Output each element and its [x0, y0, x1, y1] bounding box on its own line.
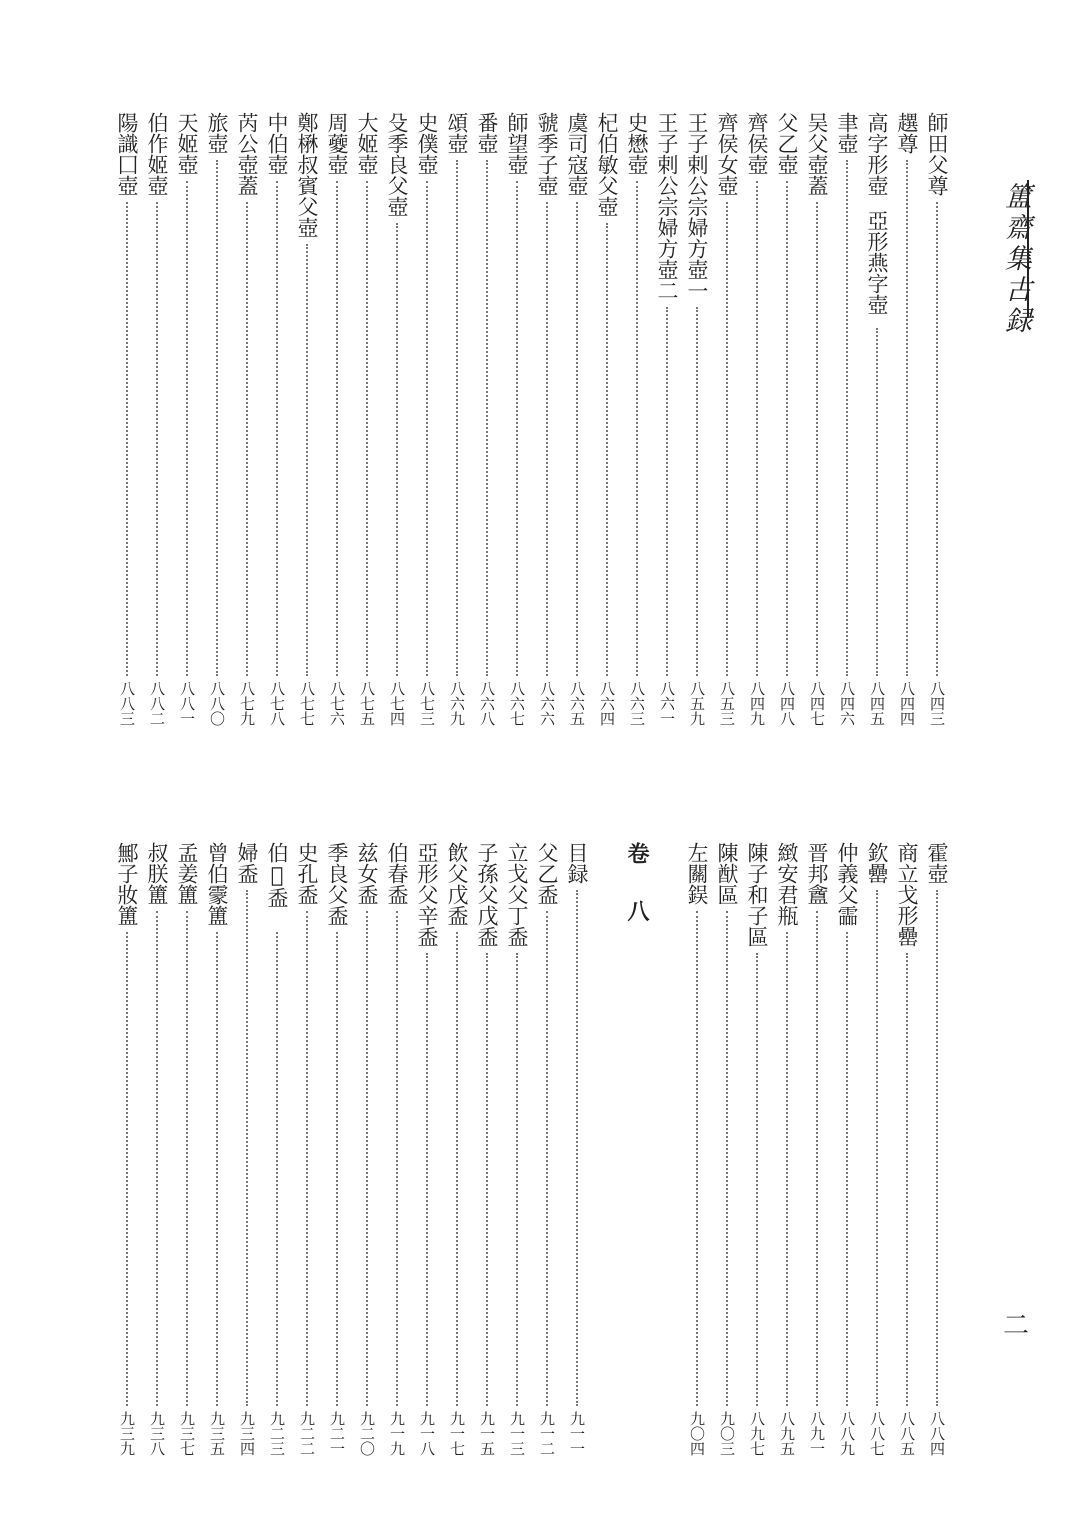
- toc-entry: [442, 112, 472, 726]
- toc-entry: [292, 842, 322, 1456]
- dot-leader: [126, 932, 128, 1406]
- entry-page-number: 八九五: [778, 1411, 796, 1456]
- entry-page-number: 九二一: [328, 1411, 346, 1456]
- toc-entry: [472, 112, 502, 726]
- toc-entry: [532, 112, 562, 726]
- toc-entry: [922, 112, 952, 726]
- toc-entry: [592, 842, 622, 1456]
- toc-entry: [322, 842, 352, 1456]
- entry-page-number: 九三九: [118, 1411, 136, 1456]
- dot-leader: [216, 160, 218, 676]
- entry-page-number: 八四七: [808, 681, 826, 726]
- dot-leader: [276, 181, 278, 676]
- entry-title: 虞司寇壺: [565, 112, 589, 196]
- toc-entry: [442, 842, 472, 1456]
- entry-title: 父乙盉: [535, 842, 559, 905]
- entry-title: 孟姜簠: [175, 842, 199, 905]
- entry-page-number: 八八二: [148, 681, 166, 726]
- toc-entry: [832, 842, 862, 1456]
- dot-leader: [156, 911, 158, 1406]
- dot-leader: [456, 932, 458, 1406]
- entry-page-number: 八七三: [418, 681, 436, 726]
- entry-title: 立戈父丁盉: [505, 842, 529, 947]
- dot-leader: [366, 181, 368, 676]
- contents-block-top: [112, 112, 952, 726]
- toc-entry: [232, 112, 262, 726]
- toc-entry: [862, 842, 892, 1456]
- entry-page-number: 九三五: [208, 1411, 226, 1456]
- toc-entry: [202, 842, 232, 1456]
- entry-page-number: 八六六: [538, 681, 556, 726]
- entry-title: 聿壺: [835, 112, 859, 154]
- dot-leader: [786, 932, 788, 1406]
- volume-heading: [622, 842, 652, 1456]
- entry-title: 陽識囗壺: [115, 112, 139, 196]
- toc-entry: [232, 842, 262, 1456]
- entry-title: 史懋壺: [625, 112, 649, 175]
- toc-entry: [382, 112, 412, 726]
- dot-leader: [336, 932, 338, 1406]
- dot-leader: [186, 181, 188, 676]
- dot-leader: [396, 223, 398, 676]
- toc-entry: [502, 842, 532, 1456]
- entry-title: 齊侯女壺: [715, 112, 739, 196]
- entry-page-number: 八六一: [658, 681, 676, 726]
- toc-entry: [502, 112, 532, 726]
- entry-page-number: 八八一: [178, 681, 196, 726]
- entry-page-number: 八六五: [568, 681, 586, 726]
- toc-entry: [322, 112, 352, 726]
- dot-leader: [396, 911, 398, 1406]
- toc-entry: [202, 112, 232, 726]
- contents-block-bottom: [112, 842, 952, 1456]
- dot-leader: [696, 307, 698, 676]
- entry-title: 殳季良父壺: [385, 112, 409, 217]
- entry-title: 旅壺: [205, 112, 229, 154]
- dot-leader: [876, 890, 878, 1406]
- dot-leader: [426, 953, 428, 1406]
- toc-entry: [592, 112, 622, 726]
- toc-entry: [562, 842, 592, 1456]
- entry-page-number: 九三四: [238, 1411, 256, 1456]
- entry-title: 杞伯敏父壺: [595, 112, 619, 217]
- entry-title: 季良父盉: [325, 842, 349, 926]
- entry-page-number: 八八五: [898, 1411, 916, 1456]
- toc-entry: [112, 112, 142, 726]
- toc-entry: [262, 112, 292, 726]
- entry-title: 商立戈形罍: [895, 842, 919, 947]
- toc-entry: [262, 842, 292, 1456]
- page-number: 二: [1003, 1311, 1030, 1341]
- entry-title: 霍壺: [925, 842, 949, 884]
- toc-entry: [652, 842, 682, 1456]
- entry-title: 頌壺: [445, 112, 469, 154]
- entry-title: 晋邦盦: [805, 842, 829, 905]
- entry-page-number: 八六三: [628, 681, 646, 726]
- dot-leader: [216, 932, 218, 1406]
- entry-title: 父乙壺: [775, 112, 799, 175]
- running-title: 簠齋集古録: [1000, 182, 1031, 337]
- entry-page-number: 八八九: [838, 1411, 856, 1456]
- entry-page-number: 八七七: [298, 681, 316, 726]
- entry-page-number: 八九七: [748, 1411, 766, 1456]
- dot-leader: [936, 202, 938, 676]
- dot-leader: [696, 911, 698, 1406]
- dot-leader: [876, 328, 878, 676]
- entry-title: 曾伯霥簠: [205, 842, 229, 926]
- entry-page-number: 八八七: [868, 1411, 886, 1456]
- entry-page-number: 八九一: [808, 1411, 826, 1456]
- dot-leader: [516, 181, 518, 676]
- dot-leader: [186, 911, 188, 1406]
- entry-title: 伯春盉: [385, 842, 409, 905]
- entry-title: 兹女盉: [355, 842, 379, 905]
- toc-entry: [892, 112, 922, 726]
- volume-heading-label: 卷 八: [624, 842, 650, 936]
- entry-page-number: 八七五: [358, 681, 376, 726]
- dot-leader: [606, 223, 608, 676]
- entry-page-number: 八六八: [478, 681, 496, 726]
- entry-page-number: 八四四: [898, 681, 916, 726]
- entry-page-number: 九〇三: [718, 1411, 736, 1456]
- entry-title: 史孔盉: [295, 842, 319, 905]
- entry-page-number: 九一八: [418, 1411, 436, 1456]
- dot-leader: [246, 890, 248, 1406]
- entry-title: 王子剌公宗婦方壺一: [685, 112, 709, 301]
- toc-entry: [832, 112, 862, 726]
- dot-leader: [246, 202, 248, 676]
- entry-title: 中伯壺: [265, 112, 289, 175]
- entry-title: 亞形父辛盉: [415, 842, 439, 947]
- entry-page-number: 八八四: [928, 1411, 946, 1456]
- dot-leader: [126, 202, 128, 676]
- toc-entry: [382, 842, 412, 1456]
- dot-leader: [576, 890, 578, 1406]
- toc-entry: [802, 112, 832, 726]
- dot-leader: [846, 932, 848, 1406]
- entry-page-number: 九一二: [538, 1411, 556, 1456]
- toc-entry: [892, 842, 922, 1456]
- entry-page-number: 八六九: [448, 681, 466, 726]
- title-rule: [1027, 180, 1029, 318]
- entry-title: 陳子和子區: [745, 842, 769, 947]
- entry-title: 王子剌公宗婦方壺二: [655, 112, 679, 301]
- entry-page-number: 八四三: [928, 681, 946, 726]
- toc-entry: [532, 842, 562, 1456]
- entry-page-number: 九一九: [388, 1411, 406, 1456]
- entry-title: 婦盉: [235, 842, 259, 884]
- toc-entry: [172, 842, 202, 1456]
- entry-title: 目録: [565, 842, 589, 884]
- entry-page-number: 八四六: [838, 681, 856, 726]
- entry-title: 叔朕簠: [145, 842, 169, 905]
- dot-leader: [456, 160, 458, 676]
- dot-leader: [816, 911, 818, 1406]
- toc-entry: [922, 842, 952, 1456]
- entry-title: 陳猷區: [715, 842, 739, 905]
- entry-title: 齊侯壺: [745, 112, 769, 175]
- dot-leader: [816, 202, 818, 676]
- dot-leader: [336, 181, 338, 676]
- entry-note: 亞形燕字壺: [865, 210, 889, 315]
- toc-entry: [142, 112, 172, 726]
- toc-entry: [712, 112, 742, 726]
- entry-page-number: 八七八: [268, 681, 286, 726]
- entry-page-number: 八五九: [688, 681, 706, 726]
- toc-entry: [652, 112, 682, 726]
- entry-title: 周䕫壺: [325, 112, 349, 175]
- toc-entry: [292, 112, 322, 726]
- entry-page-number: 八七九: [238, 681, 256, 726]
- toc-entry: [562, 112, 592, 726]
- entry-page-number: 九一三: [508, 1411, 526, 1456]
- dot-leader: [276, 932, 278, 1406]
- dot-leader: [486, 160, 488, 676]
- dot-leader: [756, 181, 758, 676]
- dot-leader: [906, 953, 908, 1406]
- entry-page-number: 八四九: [748, 681, 766, 726]
- entry-page-number: 九二二: [298, 1411, 316, 1456]
- dot-leader: [306, 911, 308, 1406]
- entry-page-number: 八七六: [328, 681, 346, 726]
- dot-leader: [156, 202, 158, 676]
- entry-page-number: 九三八: [148, 1411, 166, 1456]
- toc-entry: [172, 112, 202, 726]
- entry-title: 高字形壺亞形燕字壺: [862, 112, 892, 315]
- dot-leader: [666, 307, 668, 676]
- entry-title: 飲父戊盉: [445, 842, 469, 926]
- toc-entry: [772, 842, 802, 1456]
- entry-page-number: 八七四: [388, 681, 406, 726]
- toc-entry: [142, 842, 172, 1456]
- entry-title: 緻安君瓶: [775, 842, 799, 926]
- toc-entry: [862, 112, 892, 726]
- entry-title: 天姬壺: [175, 112, 199, 175]
- dot-leader: [636, 181, 638, 676]
- entry-page-number: 八八〇: [208, 681, 226, 726]
- entry-title: 虢季子壺: [535, 112, 559, 196]
- entry-page-number: 八五三: [718, 681, 736, 726]
- entry-title: 芮公壺蓋: [235, 112, 259, 196]
- entry-page-number: 九二〇: [358, 1411, 376, 1456]
- dot-leader: [426, 181, 428, 676]
- toc-entry: [412, 842, 442, 1456]
- entry-title: 大姬壺: [355, 112, 379, 175]
- entry-title: 伯𨕖盉: [265, 842, 289, 908]
- toc-entry: [742, 842, 772, 1456]
- entry-title: 史僕壺: [415, 112, 439, 175]
- toc-entry: [622, 112, 652, 726]
- dot-leader: [576, 202, 578, 676]
- dot-leader: [546, 911, 548, 1406]
- toc-entry: [712, 842, 742, 1456]
- toc-entry: [352, 842, 382, 1456]
- toc-entry: [802, 842, 832, 1456]
- entry-page-number: 八八三: [118, 681, 136, 726]
- toc-entry: [472, 842, 502, 1456]
- dot-leader: [486, 953, 488, 1406]
- entry-title: 師田父尊: [925, 112, 949, 196]
- dot-leader: [846, 160, 848, 676]
- toc-entry: [772, 112, 802, 726]
- dot-leader: [516, 953, 518, 1406]
- entry-title: 鄦子妝簠: [115, 842, 139, 926]
- entry-page-number: 九三七: [178, 1411, 196, 1456]
- entry-title: 欽罍: [865, 842, 889, 884]
- entry-title: 鄭楙叔賓父壺: [295, 112, 319, 238]
- entry-page-number: 八六七: [508, 681, 526, 726]
- entry-title: 左關鋘: [685, 842, 709, 905]
- entry-title: 伯作姬壺: [145, 112, 169, 196]
- entry-title: 仲義父霝: [835, 842, 859, 926]
- entry-page-number: 九一七: [448, 1411, 466, 1456]
- dot-leader: [936, 890, 938, 1406]
- dot-leader: [546, 202, 548, 676]
- dot-leader: [306, 244, 308, 676]
- entry-title: 師望壺: [505, 112, 529, 175]
- toc-entry: [742, 112, 772, 726]
- entry-page-number: 九〇四: [688, 1411, 706, 1456]
- entry-page-number: 八四八: [778, 681, 796, 726]
- entry-page-number: 九一五: [478, 1411, 496, 1456]
- toc-entry: [682, 842, 712, 1456]
- entry-page-number: 九一一: [568, 1411, 586, 1456]
- dot-leader: [726, 202, 728, 676]
- entry-page-number: 八四五: [868, 681, 886, 726]
- entry-title: 趩尊: [895, 112, 919, 154]
- toc-entry: [112, 842, 142, 1456]
- dot-leader: [786, 181, 788, 676]
- dot-leader: [726, 911, 728, 1406]
- toc-entry: [682, 112, 712, 726]
- dot-leader: [906, 160, 908, 676]
- toc-entry: [412, 112, 442, 726]
- entry-title: 番壺: [475, 112, 499, 154]
- entry-page-number: 九二三: [268, 1411, 286, 1456]
- entry-title: 吴父壺蓋: [805, 112, 829, 196]
- dot-leader: [366, 911, 368, 1406]
- dot-leader: [756, 953, 758, 1406]
- entry-page-number: 八六四: [598, 681, 616, 726]
- toc-entry: [352, 112, 382, 726]
- entry-title: 子孫父戊盉: [475, 842, 499, 947]
